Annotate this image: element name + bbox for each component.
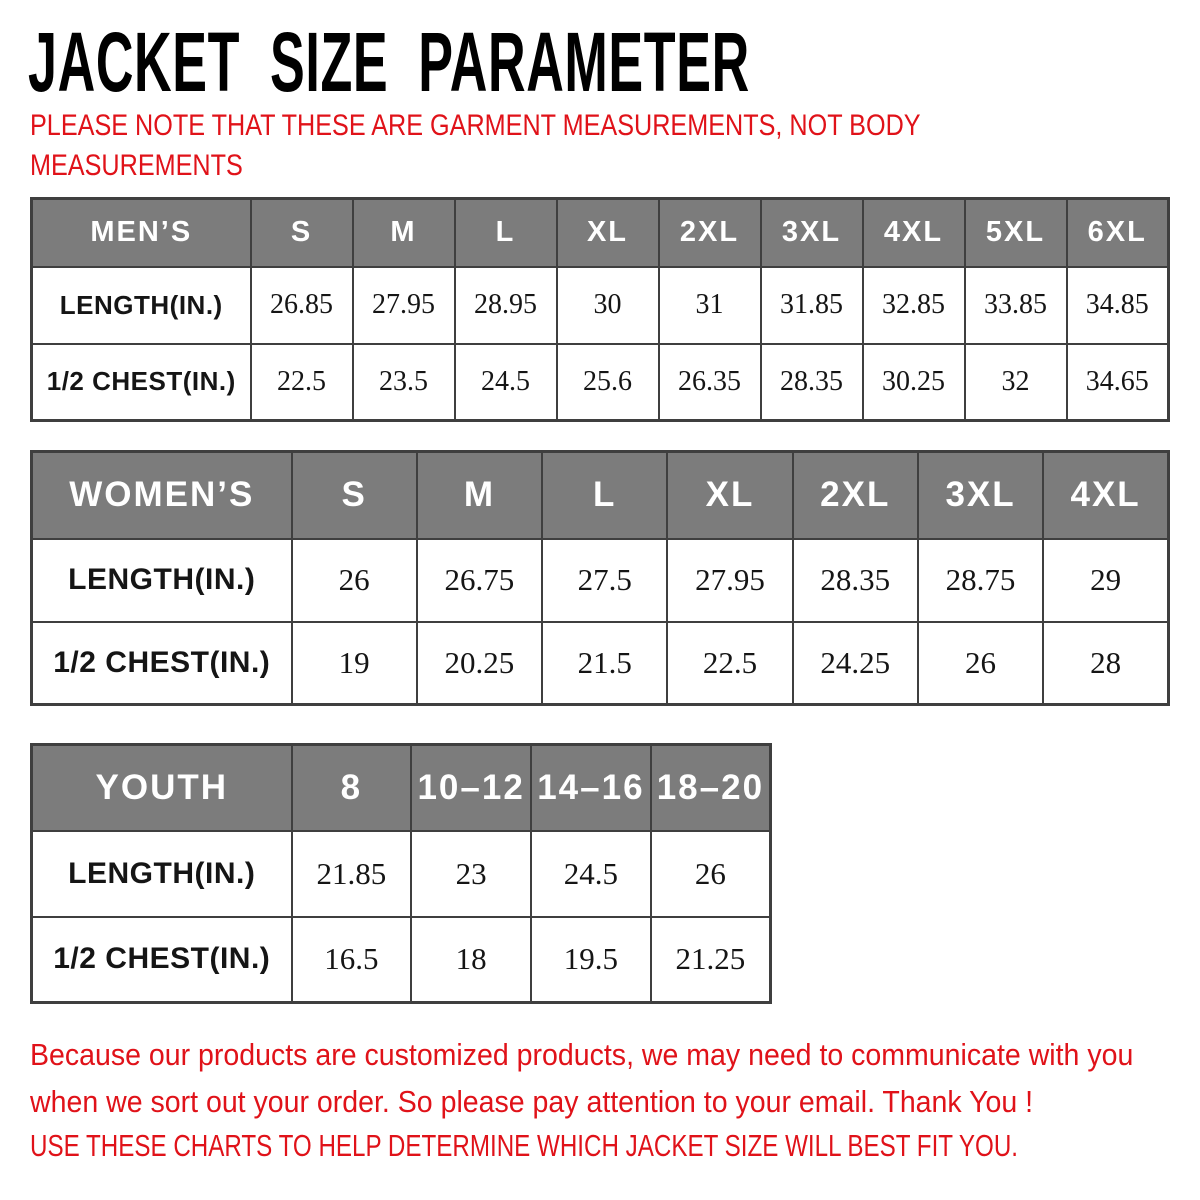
size-header-cell: 3XL [761,199,863,267]
size-header-cell: 10–12 [411,745,531,831]
size-header-cell: L [542,452,667,539]
size-header-cell: 4XL [863,199,965,267]
measurement-value-cell: 30 [557,267,659,344]
measurement-row-label: 1/2 CHEST(IN.) [32,917,292,1003]
measurement-value-cell: 26 [292,539,417,622]
measurement-value-cell: 27.5 [542,539,667,622]
youth-size-table [30,743,772,1004]
measurement-value-cell: 19 [292,622,417,705]
size-header-cell: 5XL [965,199,1067,267]
measurement-value-cell: 29 [1043,539,1168,622]
measurement-row [32,622,1169,705]
measurement-value-cell: 18 [411,917,531,1003]
measurement-value-cell: 24.5 [531,831,651,917]
measurement-value-cell: 33.85 [965,267,1067,344]
size-header-row [32,199,1169,267]
measurement-row [32,539,1169,622]
measurement-value-cell: 21.25 [651,917,771,1003]
measurement-value-cell: 23 [411,831,531,917]
size-header-cell: 6XL [1067,199,1169,267]
size-header-cell: S [292,452,417,539]
chart-usage-note: USE THESE CHARTS TO HELP DETERMINE WHICH JACKET SIZE WILL BEST FIT YOU. [30,1128,1019,1163]
size-header-cell: L [455,199,557,267]
measurement-row-label: 1/2 CHEST(IN.) [32,344,251,421]
measurement-row [32,831,771,917]
measurement-row-label: 1/2 CHEST(IN.) [32,622,292,705]
measurement-value-cell: 28.35 [761,344,863,421]
size-header-cell: 2XL [659,199,761,267]
measurement-value-cell: 28.95 [455,267,557,344]
measurement-value-cell: 22.5 [667,622,792,705]
custom-order-notice: Because our products are customized products, we may need to communicate with you when we sort out your order. So please pay attention to your email. Thank You ! [30,1037,1134,1119]
size-header-cell: XL [557,199,659,267]
measurement-value-cell: 32 [965,344,1067,421]
size-header-row [32,452,1169,539]
measurement-value-cell: 19.5 [531,917,651,1003]
garment-measurement-note: PLEASE NOTE THAT THESE ARE GARMENT MEASUREMENTS, NOT BODY MEASUREMENTS [30,109,921,182]
size-header-row [32,745,771,831]
measurement-value-cell: 21.85 [292,831,412,917]
size-header-cell: 3XL [918,452,1043,539]
size-header-cell: 14–16 [531,745,651,831]
measurement-value-cell: 24.5 [455,344,557,421]
measurement-value-cell: 22.5 [251,344,353,421]
measurement-row [32,344,1169,421]
measurement-value-cell: 26 [918,622,1043,705]
measurement-value-cell: 27.95 [353,267,455,344]
measurement-value-cell: 28.35 [793,539,918,622]
measurement-row-label: LENGTH(IN.) [32,831,292,917]
measurement-value-cell: 31.85 [761,267,863,344]
measurement-value-cell: 28.75 [918,539,1043,622]
measurement-row-label: LENGTH(IN.) [32,267,251,344]
measurement-value-cell: 21.5 [542,622,667,705]
measurement-row [32,267,1169,344]
measurement-value-cell: 26 [651,831,771,917]
size-header-cell: 8 [292,745,412,831]
size-header-cell: S [251,199,353,267]
measurement-value-cell: 16.5 [292,917,412,1003]
size-header-cell: 18–20 [651,745,771,831]
measurement-value-cell: 25.6 [557,344,659,421]
measurement-value-cell: 26.35 [659,344,761,421]
measurement-value-cell: 30.25 [863,344,965,421]
table-title-cell: MEN’S [32,199,251,267]
page-title: JACKET SIZE PARAMETER [28,15,750,109]
measurement-value-cell: 27.95 [667,539,792,622]
measurement-value-cell: 32.85 [863,267,965,344]
womens-size-table [30,450,1170,706]
table-title-cell: WOMEN’S [32,452,292,539]
size-header-cell: M [353,199,455,267]
measurement-value-cell: 23.5 [353,344,455,421]
mens-size-table [30,197,1170,422]
measurement-row-label: LENGTH(IN.) [32,539,292,622]
measurement-value-cell: 28 [1043,622,1168,705]
measurement-value-cell: 34.85 [1067,267,1169,344]
measurement-value-cell: 26.85 [251,267,353,344]
table-title-cell: YOUTH [32,745,292,831]
measurement-value-cell: 31 [659,267,761,344]
measurement-value-cell: 34.65 [1067,344,1169,421]
measurement-row [32,917,771,1003]
size-header-cell: XL [667,452,792,539]
size-header-cell: 2XL [793,452,918,539]
size-header-cell: M [417,452,542,539]
measurement-value-cell: 20.25 [417,622,542,705]
measurement-value-cell: 26.75 [417,539,542,622]
measurement-value-cell: 24.25 [793,622,918,705]
size-header-cell: 4XL [1043,452,1168,539]
